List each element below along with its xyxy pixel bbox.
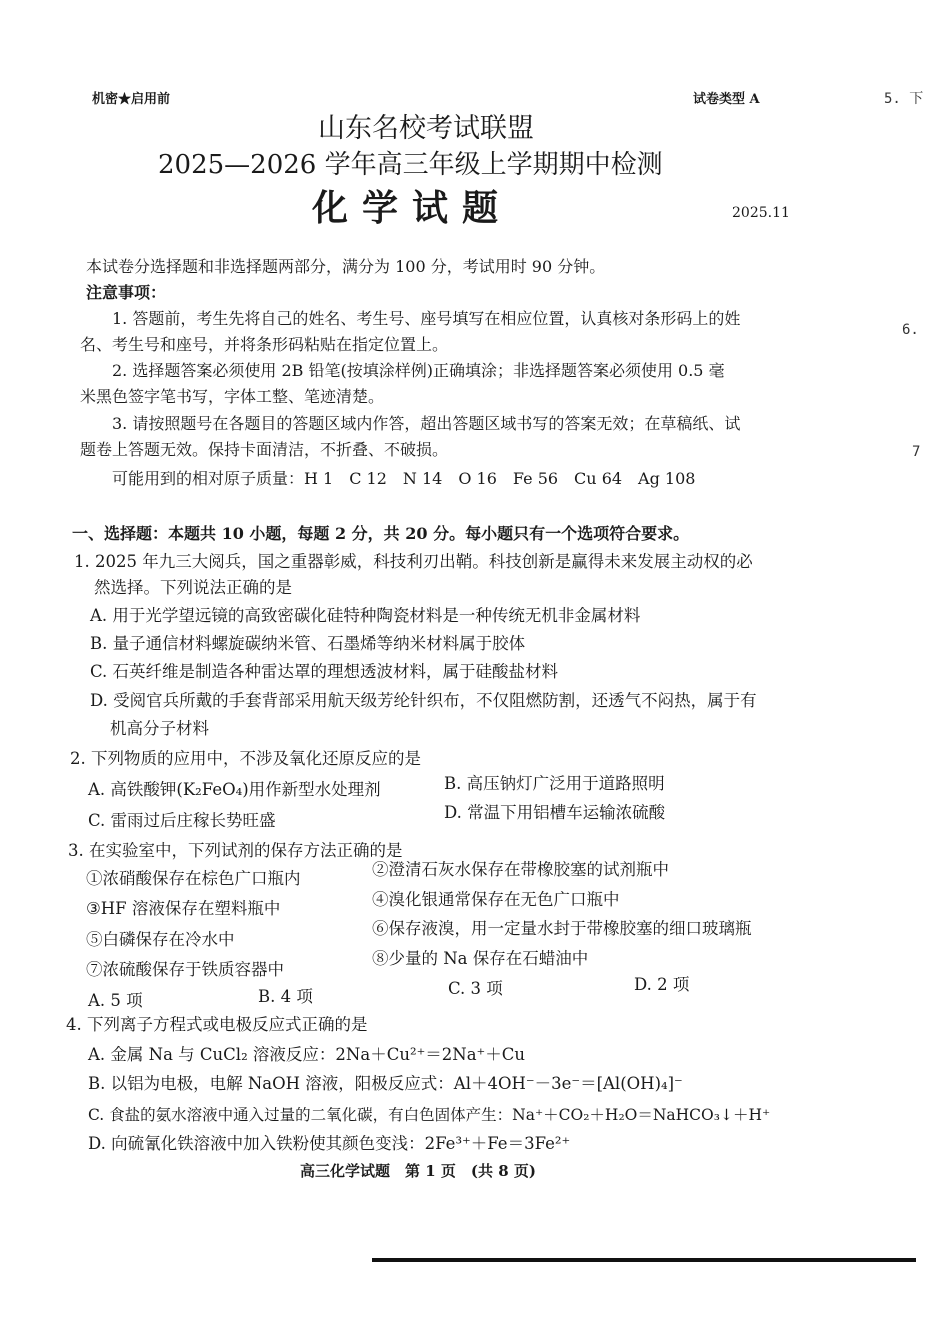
q3-item-1: ①浓硝酸保存在棕色广口瓶内	[86, 869, 301, 888]
q1-option-d-line-1: D. 受阅官兵所戴的手套背部采用航天级芳纶针织布，不仅阻燃防割，还透气不闷热，属于有	[90, 691, 757, 710]
notice-item-1-line-1: 1. 答题前，考生先将自己的姓名、考生号、座号填写在相应位置，认真核对条形码上的姓	[112, 309, 741, 328]
paper-intro: 本试卷分选择题和非选择题两部分，满分为 100 分，考试用时 90 分钟。	[86, 257, 606, 276]
q3-option-c: C. 3 项	[448, 979, 503, 998]
notice-item-2-line-1: 2. 选择题答案必须使用 2B 铅笔(按填涂样例)正确填涂；非选择题答案必须使用 0.5 毫	[112, 361, 725, 380]
notice-item-3-line-2: 题卷上答题无效。保持卡面清洁，不折叠、不破损。	[80, 440, 449, 459]
q3-item-7: ⑦浓硫酸保存于铁质容器中	[86, 960, 284, 979]
q1-stem-line-2: 然选择。下列说法正确的是	[94, 578, 292, 597]
q1-option-b: B. 量子通信材料螺旋碳纳米管、石墨烯等纳米材料属于胶体	[90, 634, 526, 653]
exam-date: 2025.11	[732, 205, 790, 221]
q2-option-a: A. 高铁酸钾(K₂FeO₄)用作新型水处理剂	[88, 780, 381, 799]
q4-option-c: C. 食盐的氨水溶液中通入过量的二氧化碳，有白色固体产生：Na⁺＋CO₂＋H₂O＝NaHCO₃↓＋H⁺	[88, 1106, 771, 1124]
q2-stem: 2. 下列物质的应用中，不涉及氧化还原反应的是	[70, 749, 421, 768]
q3-item-5: ⑤白磷保存在冷水中	[86, 930, 235, 949]
subject-title: 化学试题	[312, 187, 513, 229]
atomic-mass-line: 可能用到的相对原子质量：H 1 C 12 N 14 O 16 Fe 56 Cu 64 Ag 108	[112, 469, 696, 488]
q4-option-b: B. 以铝为电极，电解 NaOH 溶液，阳极反应式：Al＋4OH⁻－3e⁻＝[Al(OH)₄]⁻	[88, 1074, 683, 1093]
exam-session-title: 2025—2026 学年高三年级上学期期中检测	[158, 150, 663, 180]
q3-item-4: ④溴化银通常保存在无色广口瓶中	[372, 890, 620, 909]
notice-item-2-line-2: 米黑色签字笔书写，字体工整、笔迹清楚。	[80, 387, 385, 406]
adjacent-page-mark-low: 7	[912, 444, 921, 460]
section-1-heading: 一、选择题：本题共 10 小题，每题 2 分，共 20 分。每小题只有一个选项符合要求。	[72, 524, 690, 543]
q2-option-c: C. 雷雨过后庄稼长势旺盛	[88, 811, 276, 830]
paper-type-label: 试卷类型 A	[693, 92, 760, 107]
q2-option-d: D. 常温下用铝槽车运输浓硫酸	[444, 803, 666, 822]
page-footer: 高三化学试题 第 1 页 (共 8 页)	[300, 1162, 536, 1180]
adjacent-page-mark-mid: 6.	[902, 322, 919, 338]
q1-stem-line-1: 1. 2025 年九三大阅兵，国之重器彰威，科技利刃出鞘。科技创新是赢得未来发展主动权的必	[74, 552, 753, 571]
q3-stem: 3. 在实验室中，下列试剂的保存方法正确的是	[68, 841, 403, 860]
confidential-label: 机密★启用前	[92, 92, 171, 107]
q4-option-d: D. 向硫氰化铁溶液中加入铁粉使其颜色变浅：2Fe³⁺＋Fe＝3Fe²⁺	[88, 1134, 571, 1153]
notice-item-3-line-1: 3. 请按照题号在各题目的答题区域内作答，超出答题区域书写的答案无效；在草稿纸、试	[112, 414, 741, 433]
q3-item-3: ③HF 溶液保存在塑料瓶中	[86, 899, 281, 918]
q1-option-c: C. 石英纤维是制造各种雷达罩的理想透波材料，属于硅酸盐材料	[90, 662, 559, 681]
q3-option-a: A. 5 项	[88, 991, 143, 1010]
q3-item-6: ⑥保存液溴，用一定量水封于带橡胶塞的细口玻璃瓶	[372, 919, 752, 938]
q1-option-d-line-2: 机高分子材料	[110, 719, 209, 738]
q1-option-a: A. 用于光学望远镜的高致密碳化硅特种陶瓷材料是一种传统无机非金属材料	[90, 606, 641, 625]
scan-edge-line	[372, 1258, 916, 1262]
q3-option-b: B. 4 项	[258, 987, 313, 1006]
exam-alliance-title: 山东名校考试联盟	[318, 113, 534, 144]
adjacent-page-mark-top: 5. 下	[884, 91, 924, 107]
q4-stem: 4. 下列离子方程式或电极反应式正确的是	[66, 1015, 368, 1034]
q4-option-a: A. 金属 Na 与 CuCl₂ 溶液反应：2Na＋Cu²⁺＝2Na⁺＋Cu	[88, 1045, 526, 1064]
q3-option-d: D. 2 项	[634, 975, 690, 994]
notice-title: 注意事项：	[86, 283, 167, 302]
q3-item-8: ⑧少量的 Na 保存在石蜡油中	[372, 949, 589, 968]
q2-option-b: B. 高压钠灯广泛用于道路照明	[444, 774, 665, 793]
q3-item-2: ②澄清石灰水保存在带橡胶塞的试剂瓶中	[372, 860, 669, 879]
notice-item-1-line-2: 名、考生号和座号，并将条形码粘贴在指定位置上。	[80, 335, 449, 354]
